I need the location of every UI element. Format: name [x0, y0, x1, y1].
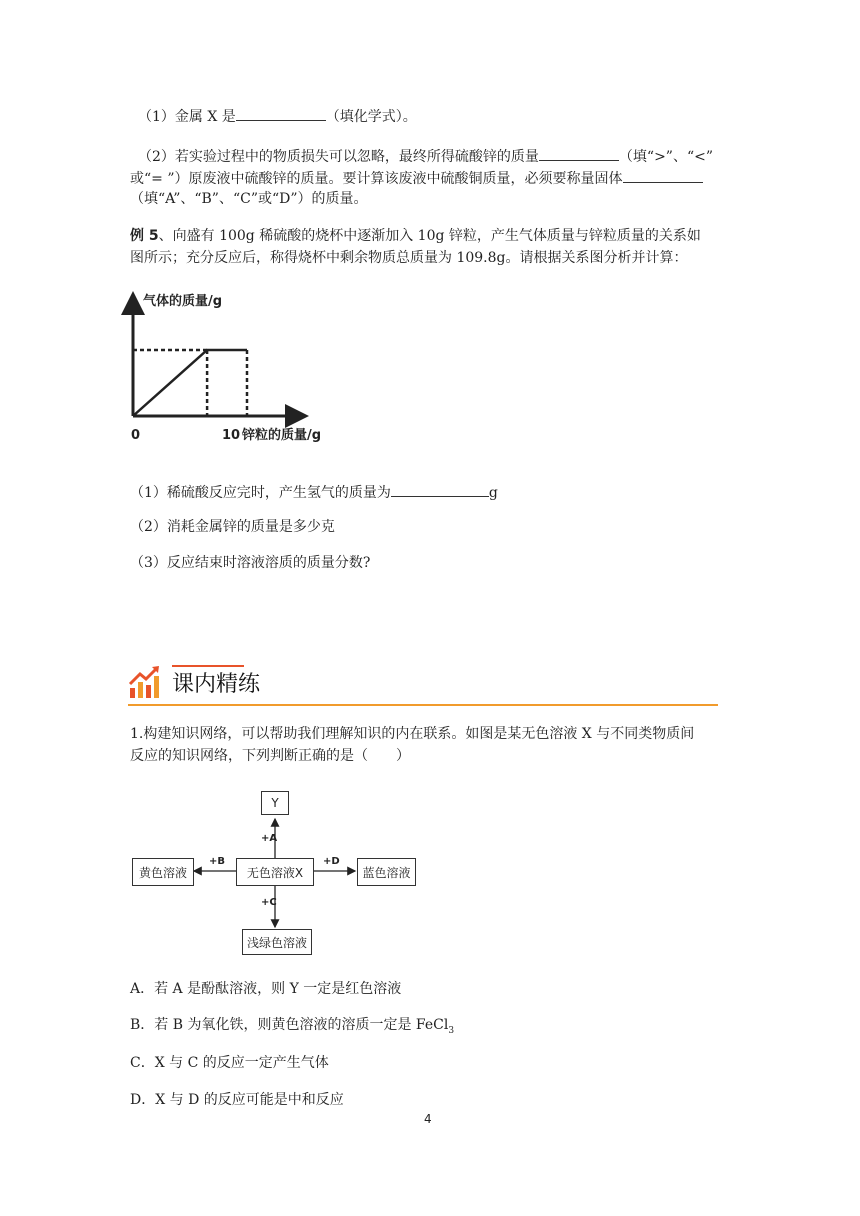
ex5-q1-text: （1）稀硫酸反应完时，产生氢气的质量为: [130, 485, 391, 501]
section-divider: [128, 704, 718, 706]
option-a[interactable]: A．若 A 是酚酞溶液，则 Y 一定是红色溶液: [130, 981, 402, 997]
label-plus-d: +D: [323, 856, 340, 867]
option-b-subscript: 3: [448, 1025, 455, 1036]
q1-line2: 反应的知识网络，下列判断正确的是（ ）: [130, 748, 410, 764]
option-c[interactable]: C．X 与 C 的反应一定产生气体: [130, 1055, 329, 1071]
q-prev-part2-line3: （填“A”、“B”、“C”或“D”）的质量。: [130, 191, 368, 207]
ex5-q3: （3）反应结束时溶液溶质的质量分数?: [130, 555, 371, 571]
origin-label: 0: [131, 428, 141, 443]
option-b[interactable]: [130, 1015, 454, 1041]
example5-line1: [130, 226, 701, 246]
series-line: [133, 350, 247, 416]
label-plus-c: +C: [261, 897, 277, 908]
node-blue-solution: 蓝色溶液: [357, 858, 416, 886]
q-prev-part2-suffix: （填“>”、“<”: [618, 149, 713, 165]
label-plus-a: +A: [261, 833, 278, 844]
series-group: [133, 350, 247, 416]
section-accent-line: [172, 665, 244, 667]
option-d[interactable]: D．X 与 D 的反应可能是中和反应: [130, 1092, 344, 1108]
page-number: 4: [424, 1112, 432, 1126]
answer-blank[interactable]: [623, 167, 703, 183]
example5-label: 例 5: [130, 228, 159, 244]
knowledge-network-diagram: [130, 785, 420, 955]
q-prev-part2-line2: [130, 167, 703, 189]
node-center-x: 无色溶液X: [236, 858, 314, 886]
ex5-q2: （2）消耗金属锌的质量是多少克: [130, 519, 335, 535]
ex5-q1: [130, 481, 498, 503]
node-y: Y: [261, 791, 289, 815]
q-prev-part2-line1: [138, 145, 713, 167]
label-plus-b: +B: [209, 856, 226, 867]
bar-chart-growth-icon: [128, 664, 162, 700]
node-light-green-solution: 浅绿色溶液: [242, 929, 312, 955]
example5-line1-text: 、向盛有 100g 稀硫酸的烧杯中逐渐加入 10g 锌粒，产生气体质量与锌粒质量的关系如: [158, 228, 701, 244]
example5-line2: 图所示；充分反应后，称得烧杯中剩余物质总质量为 109.8g。请根据关系图分析并计算：: [130, 250, 688, 266]
node-yellow-solution: 黄色溶液: [132, 858, 194, 886]
option-b-text: B．若 B 为氧化铁，则黄色溶液的溶质一定是 FeCl: [130, 1017, 449, 1033]
q-prev-part1-text: （1）金属 X 是: [138, 109, 236, 125]
q-prev-part2-line2-text: 或“= ”）原废液中硫酸锌的质量。要计算该废液中硫酸铜质量，必须要称量固体: [130, 171, 623, 187]
answer-blank[interactable]: [539, 145, 619, 161]
ex5-q1-unit: g: [488, 485, 498, 501]
q-prev-part2-text: （2）若实验过程中的物质损失可以忽略，最终所得硫酸锌的质量: [138, 149, 539, 165]
section-title: 课内精练: [172, 672, 261, 697]
q-prev-part1: [138, 105, 417, 127]
q-prev-part1-suffix: （填化学式）。: [325, 109, 417, 125]
x-axis-label: 锌粒的质量/g: [242, 428, 322, 443]
gas-mass-graph: [115, 285, 355, 455]
answer-blank[interactable]: [236, 105, 326, 121]
y-axis-label: 气体的质量/g: [143, 294, 223, 309]
x-tick-label: 10: [222, 428, 241, 443]
answer-blank[interactable]: [391, 481, 489, 497]
q1-line1: 1.构建知识网络，可以帮助我们理解知识的内在联系。如图是某无色溶液 X 与不同类物质间: [130, 726, 695, 742]
